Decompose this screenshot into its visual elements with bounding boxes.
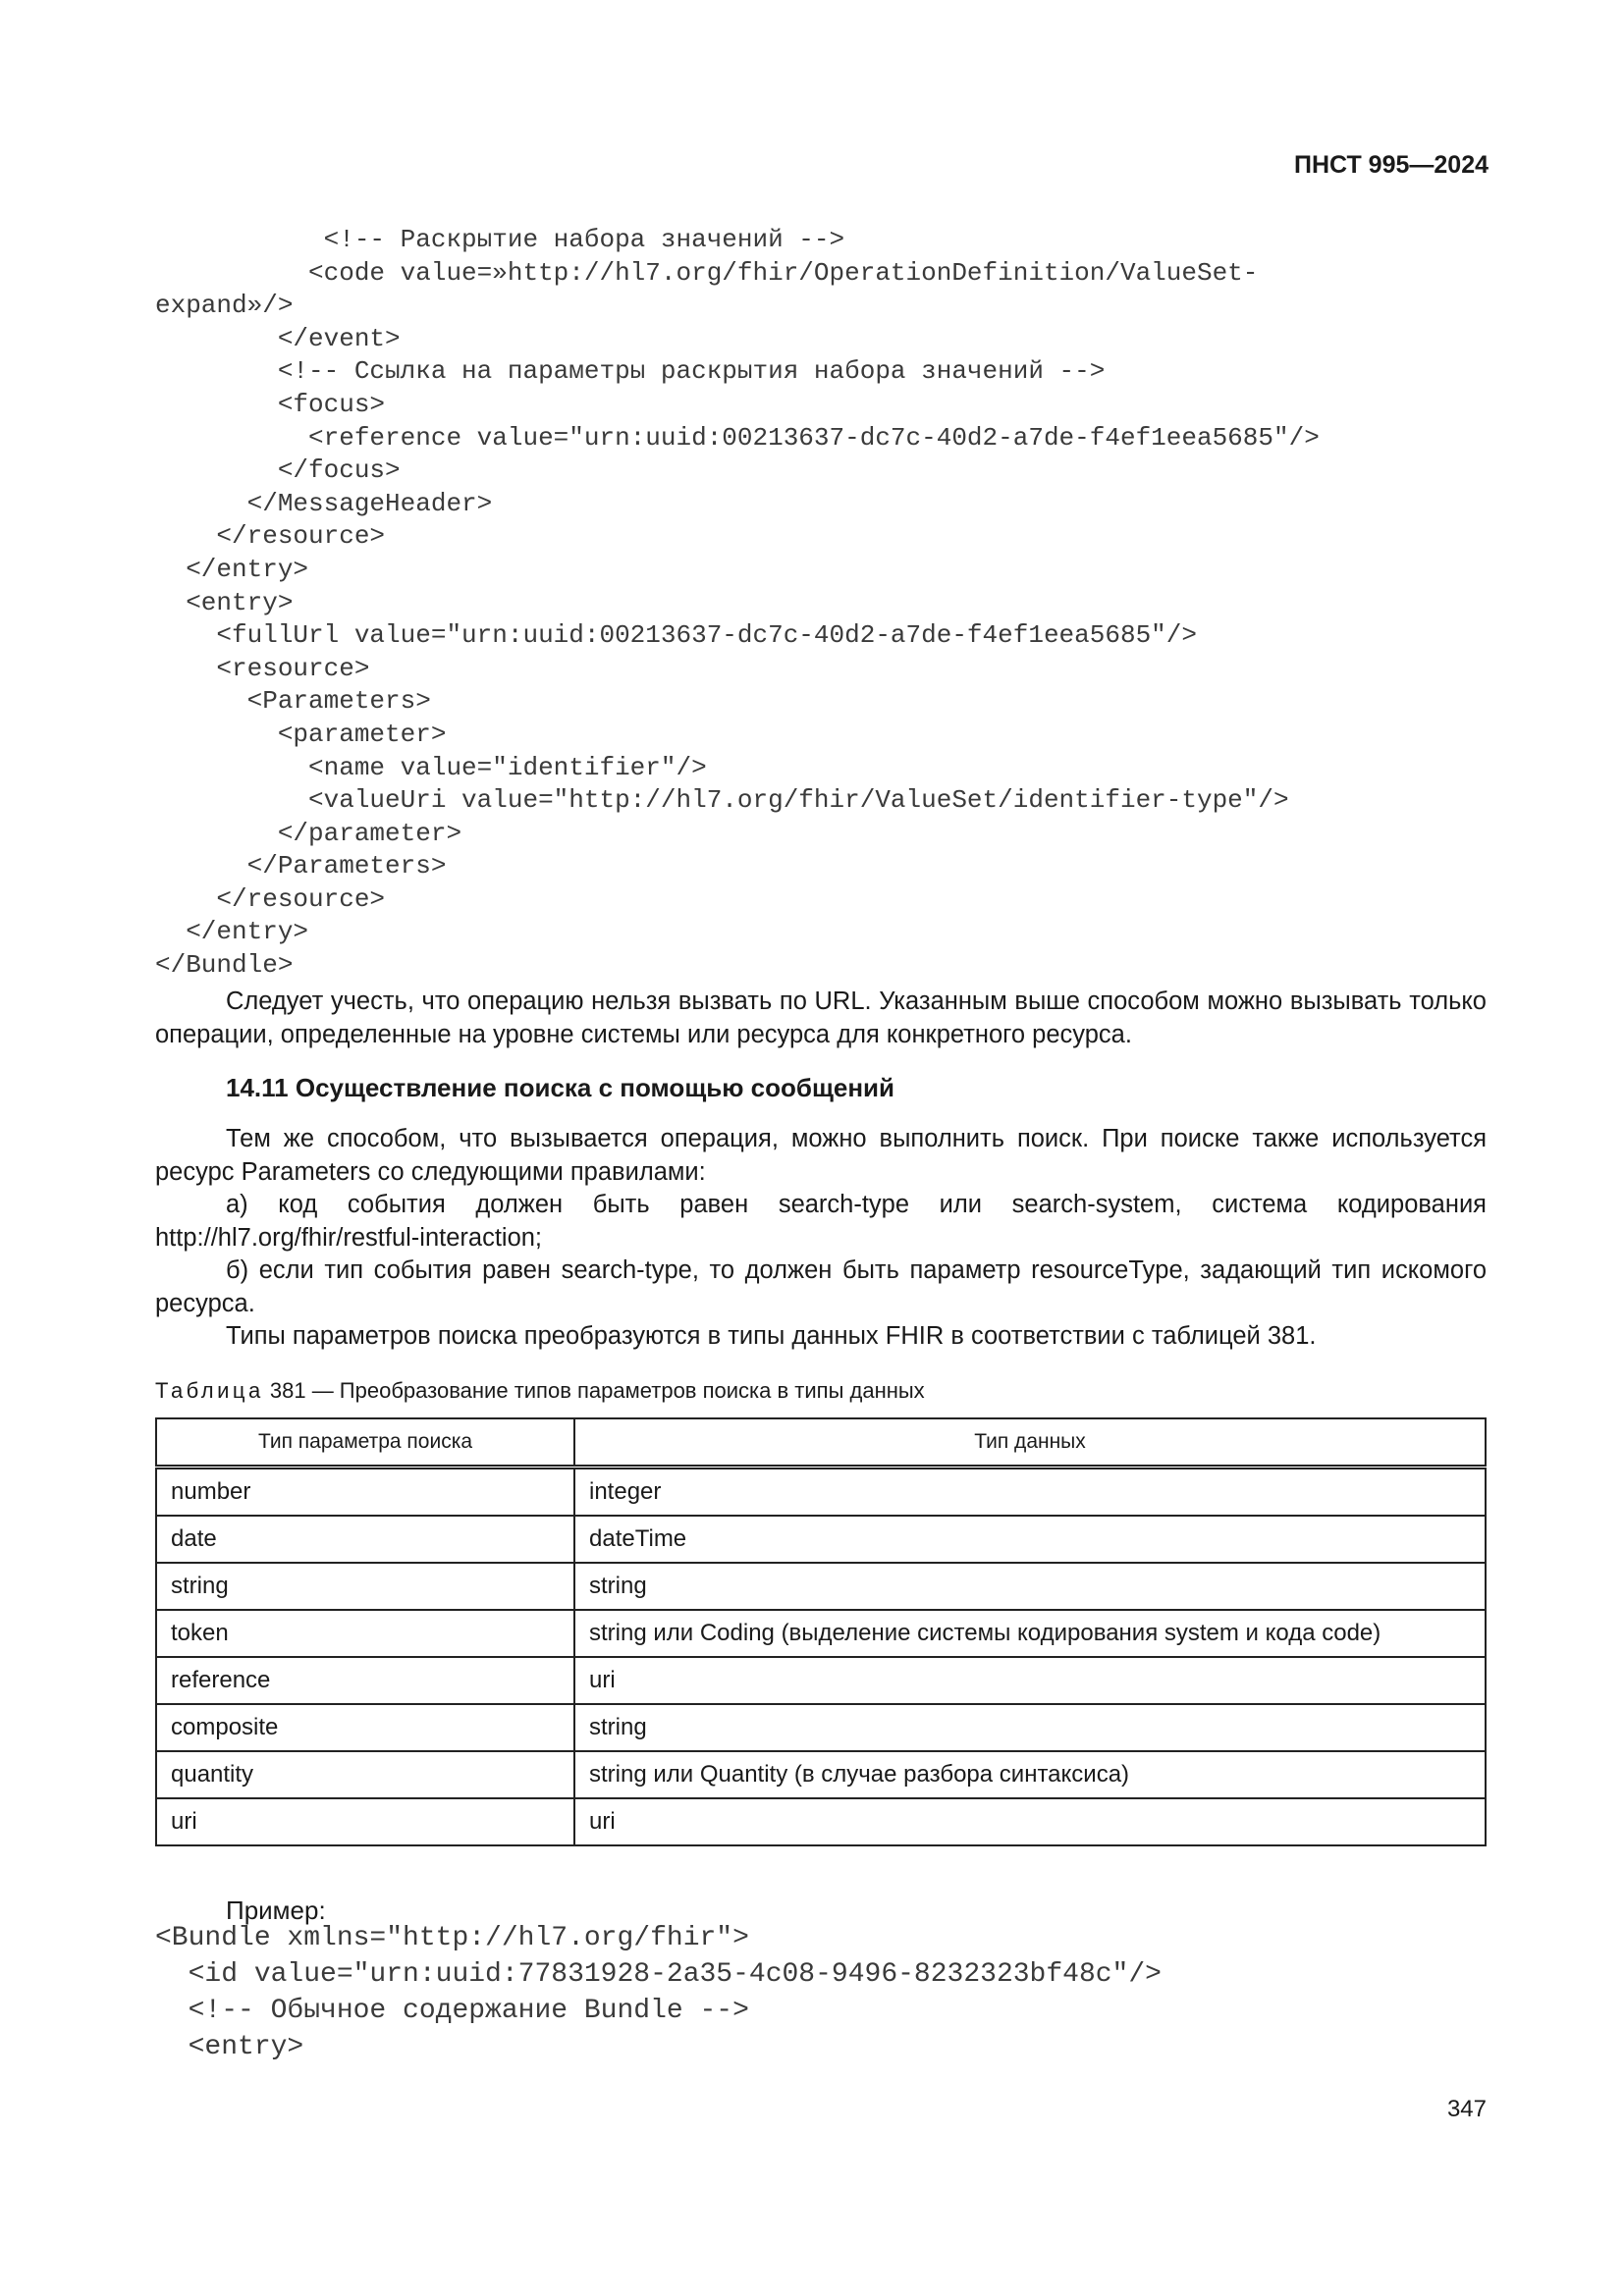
note-text: Следует учесть, что операцию нельзя вызвать по URL. Указанным выше способом можно вызывать только операции, определенные на уровне системы или ресурса для конкретного ресурса.	[155, 988, 1487, 1048]
table-cell-type: dateTime	[574, 1516, 1486, 1563]
section-body	[155, 1123, 1487, 1354]
paragraph-rule-b: б) если тип события равен search-type, то должен быть параметр resourceType, задающий тип искомого ресурса.	[155, 1256, 1487, 1317]
paragraph-rule-a: а) код события должен быть равен search-type или search-system, система кодирования http://hl7.org/fhir/restful-interaction;	[155, 1191, 1487, 1252]
code-block-example: <Bundle xmlns="http://hl7.org/fhir"> <id value="urn:uuid:77831928-2a35-4c08-9496-8232323bf48c"/> <!-- Обычное содержание Bundle --> <entry>	[155, 1923, 1162, 2062]
table-cell-type: string или Quantity (в случае разбора синтаксиса)	[574, 1751, 1486, 1798]
table-cell-param: reference	[156, 1657, 574, 1704]
note-paragraph	[155, 986, 1487, 1051]
table-header-row	[156, 1418, 1486, 1468]
table-row	[156, 1516, 1486, 1563]
table-cell-type: string или Coding (выделение системы кодирования system и кода code)	[574, 1610, 1486, 1657]
paragraph-intro: Тем же способом, что вызывается операция, можно выполнить поиск. При поиске также используется ресурс Parameters со следующими правилами:	[155, 1125, 1487, 1186]
header-search-param-type: Тип параметра поиска	[156, 1418, 574, 1468]
table-cell-type: integer	[574, 1468, 1486, 1517]
table-cell-param: composite	[156, 1704, 574, 1751]
table-row	[156, 1798, 1486, 1845]
table-cell-type: uri	[574, 1798, 1486, 1845]
table-row	[156, 1704, 1486, 1751]
table-row	[156, 1563, 1486, 1610]
table-caption-label: Таблица	[155, 1378, 264, 1403]
table-cell-param: string	[156, 1563, 574, 1610]
table-cell-type: uri	[574, 1657, 1486, 1704]
example-label: Пример:	[226, 1896, 326, 1925]
section-title: 14.11 Осуществление поиска с помощью сообщений	[226, 1073, 895, 1102]
table-cell-param: number	[156, 1468, 574, 1517]
table-cell-param: uri	[156, 1798, 574, 1845]
table-cell-param: token	[156, 1610, 574, 1657]
page-number: 347	[1446, 2096, 1487, 2122]
paragraph-table-ref: Типы параметров поиска преобразуются в типы данных FHIR в соответствии с таблицей 381.	[226, 1322, 1317, 1350]
table-row	[156, 1468, 1486, 1517]
table-row	[156, 1657, 1486, 1704]
table-cell-param: date	[156, 1516, 574, 1563]
table-caption-text: 381 — Преобразование типов параметров поиска в типы данных	[263, 1378, 925, 1403]
table-cell-type: string	[574, 1704, 1486, 1751]
search-types-table	[155, 1417, 1487, 1846]
table-row	[156, 1610, 1486, 1657]
table-cell-param: quantity	[156, 1751, 574, 1798]
document-standard-number: ПНСТ 995—2024	[1294, 151, 1489, 179]
table-caption	[155, 1378, 925, 1404]
table-row	[156, 1751, 1486, 1798]
table-cell-type: string	[574, 1563, 1486, 1610]
code-block-bundle-end: <!-- Раскрытие набора значений --> <code value=»http://hl7.org/fhir/OperationDefinition/ValueSet- expand»/> </event> <!-- Ссылка на параметры раскрытия набора значений --> <focus> <reference value="urn:uuid:00213637-dc7c-40d2-a7de-f4ef1eea5685"/> </focus> </MessageHeader> </resource> </entry> <entry> <fullUrl value="urn:uuid:00213637-dc7c-40d2-a7de-f4ef1eea5685"/> <resource> <Parameters> <parameter> <name value="identifier"/> <valueUri value="http://hl7.org/fhir/ValueSet/identifier-type"/> </parameter> </Parameters> </resource> </entry> </Bundle>	[155, 225, 1320, 981]
header-data-type: Тип данных	[574, 1418, 1486, 1468]
